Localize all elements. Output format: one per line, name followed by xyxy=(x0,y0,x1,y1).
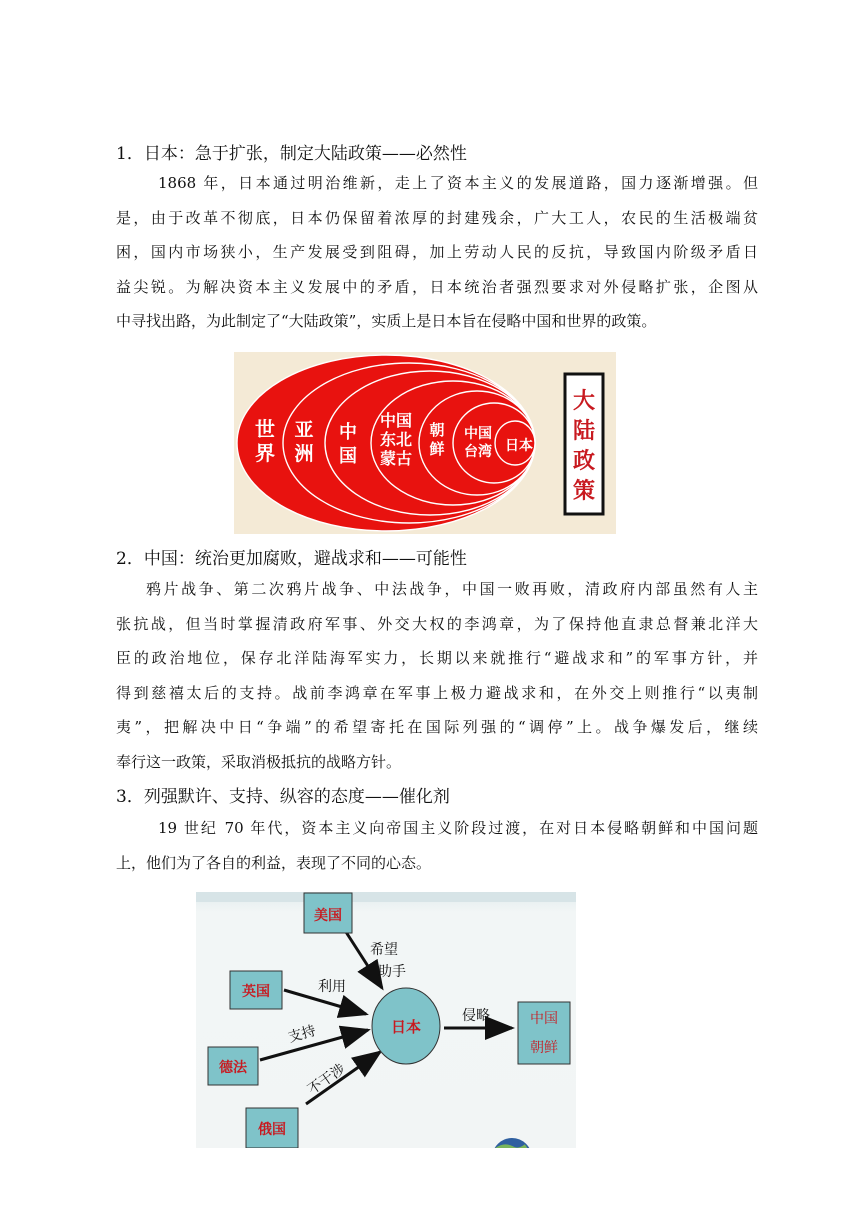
section-3-heading: 3．列强默许、支持、纵容的态度——催化剂 xyxy=(116,787,450,807)
edge-label-japan: 侵略 xyxy=(462,1008,490,1024)
label-japan: 日本 xyxy=(505,438,533,454)
label-korea-2: 鲜 xyxy=(429,440,445,458)
edge-label-uk: 利用 xyxy=(318,979,346,995)
node-de-fr-label: 德法 xyxy=(219,1060,247,1076)
paragraph-line: 奉行这一政策，采取消极抵抗的战略方针。 xyxy=(116,752,402,771)
node-usa-label: 美国 xyxy=(314,908,342,924)
label-northeast-1: 中国 xyxy=(379,411,413,430)
edge-label-usa-2: 助手 xyxy=(378,964,406,980)
side-label-2: 陆 xyxy=(572,419,596,444)
paragraph-line: 19 世纪 70 年代，资本主义向帝国主义阶段过渡，在对日本侵略朝鲜和中国问题 xyxy=(158,819,758,837)
section-2-paragraph xyxy=(116,572,758,779)
section-1-paragraph xyxy=(116,166,758,339)
paragraph-line: 张抗战，但当时掌握清政府军事、外交大权的李鸿章，为了保持他直隶总督兼北洋大 xyxy=(116,614,758,633)
side-label-1: 大 xyxy=(572,389,596,414)
paragraph-line: 中寻找出路，为此制定了“大陆政策”，实质上是日本旨在侵略中国和世界的政策。 xyxy=(116,312,657,330)
label-asia-1: 亚 xyxy=(294,419,314,441)
section-2-heading: 2．中国：统治更加腐败，避战求和——可能性 xyxy=(116,549,467,569)
section-1-heading: 1．日本：急于扩张，制定大陆政策——必然性 xyxy=(116,144,467,164)
edge-label-de-fr: 支持 xyxy=(286,1023,318,1047)
paragraph-line: 是，由于改革不彻底，日本仍保留着浓厚的封建残余，广大工人，农民的生活极端贫 xyxy=(116,208,758,227)
paragraph-line: 困，国内市场狭小，生产发展受到阻碍，加上劳动人民的反抗，导致国内阶级矛盾日 xyxy=(116,243,758,261)
label-korea-1: 朝 xyxy=(429,421,445,439)
node-target-label-1: 中国 xyxy=(530,1011,558,1027)
edge-label-russia: 不干涉 xyxy=(304,1060,349,1099)
side-label-3: 政 xyxy=(572,449,596,474)
label-world-1: 世 xyxy=(255,417,275,441)
powers-attitude-diagram xyxy=(196,892,576,1148)
continental-policy-figure xyxy=(234,352,616,534)
node-target-label-2: 朝鲜 xyxy=(530,1040,558,1056)
label-taiwan-2: 台湾 xyxy=(464,444,492,460)
diagram-top-band xyxy=(196,892,576,902)
edge-label-usa-1: 希望 xyxy=(370,942,398,958)
section-3-paragraph xyxy=(116,811,758,880)
label-world-2: 界 xyxy=(255,441,275,465)
label-northeast-2: 东北 xyxy=(379,430,413,449)
paragraph-line: 臣的政治地位，保存北洋陆海军实力，长期以来就推行“避战求和”的军事方针，并 xyxy=(116,649,758,667)
paragraph-line: 1868 年，日本通过明治维新，走上了资本主义的发展道路，国力逐渐增强。但 xyxy=(158,174,758,192)
paragraph-line: 得到慈禧太后的支持。战前李鸿章在军事上极力避战求和，在外交上则推行“以夷制 xyxy=(116,683,758,702)
label-asia-2: 洲 xyxy=(294,443,314,465)
node-japan-label: 日本 xyxy=(390,1018,422,1036)
paragraph-line: 上，他们为了各自的利益，表现了不同的心态。 xyxy=(116,853,432,872)
paragraph-line: 夷”，把解决中日“争端”的希望寄托在国际列强的“调停”上。战争爆发后，继续 xyxy=(116,718,758,736)
node-uk-label: 英国 xyxy=(242,984,270,1000)
label-taiwan-1: 中国 xyxy=(464,426,492,442)
side-label-4: 策 xyxy=(572,479,596,504)
label-china-2: 国 xyxy=(339,446,357,467)
label-china-1: 中 xyxy=(339,422,357,443)
node-russia-label: 俄国 xyxy=(258,1122,286,1138)
paragraph-line: 益尖锐。为解决资本主义发展中的矛盾，日本统治者强烈要求对外侵略扩张，企图从 xyxy=(116,277,758,296)
label-northeast-3: 蒙古 xyxy=(379,449,413,468)
paragraph-line: 鸦片战争、第二次鸦片战争、中法战争，中国一败再败，清政府内部虽然有人主 xyxy=(146,580,758,598)
